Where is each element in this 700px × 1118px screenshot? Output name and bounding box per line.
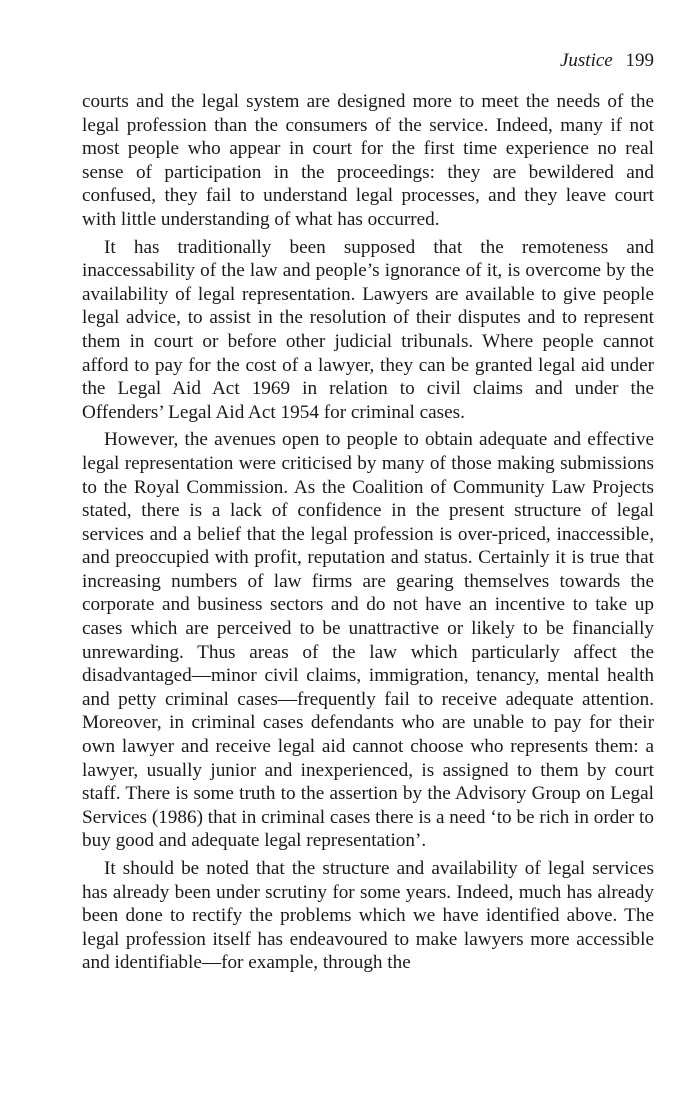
page-number: 199 xyxy=(625,50,654,71)
body-text xyxy=(82,90,654,979)
paragraph-criticisms: However, the avenues open to people to obtain adequate and effective legal representation were criticised by many of those making submissions to the Royal Commission. As the Coalition of Community Law Projects stated, there is a lack of confidence in the present structure of legal services and a belief that the legal profession is over-priced, inaccessible, and preoccupied with profit, reputation and status. Certainly it is true that increasing numbers of law firms are gearing themselves towards the corporate and business sectors and do not have an incentive to take up cases which are perceived to be unattractive or likely to be financially unrewarding. Thus areas of the law which particularly affect the disadvantaged—minor civil claims, immigration, tenancy, mental health and petty criminal cases—frequently fail to receive adequate attention. Moreover, in criminal cases defendants who are unable to pay for their own lawyer and receive legal aid cannot choose who represents them: a lawyer, usually junior and inexperienced, is assigned to them by court staff. There is some truth to the assertion by the Advisory Group on Legal Services (1986) that in criminal cases there is a need ‘to be rich in order to buy good and adequate legal representation’. xyxy=(82,429,654,852)
paragraph-continued: courts and the legal system are designed more to meet the needs of the legal profession than the consumers of the service. Indeed, many if not most people who appear in court for the first time experience no real sense of participation in the proceedings: they are bewildered and confused, they fail to understand legal processes, and they leave court with little understanding of what has occurred. xyxy=(82,91,654,230)
running-header xyxy=(560,50,654,72)
paragraph-legal-representation: It has traditionally been supposed that the remoteness and inaccessability of the law and people’s ignorance of it, is overcome by the availability of legal representation. Lawyers are available to give people legal advice, to assist in the resolution of their disputes and to represent them in court or before other judicial tribunals. Where people cannot afford to pay for the cost of a lawyer, they can be granted legal aid under the Legal Aid Act 1969 in relation to civil claims and under the Offenders’ Legal Aid Act 1954 for criminal cases. xyxy=(82,236,654,423)
paragraph-scrutiny: It should be noted that the structure and availability of legal services has already been under scrutiny for some years. Indeed, much has already been done to rectify the problems which we have identified above. The legal profession itself has endeavoured to make lawyers more accessible and identifiable—for example, through the xyxy=(82,858,654,974)
section-title: Justice xyxy=(559,50,613,71)
